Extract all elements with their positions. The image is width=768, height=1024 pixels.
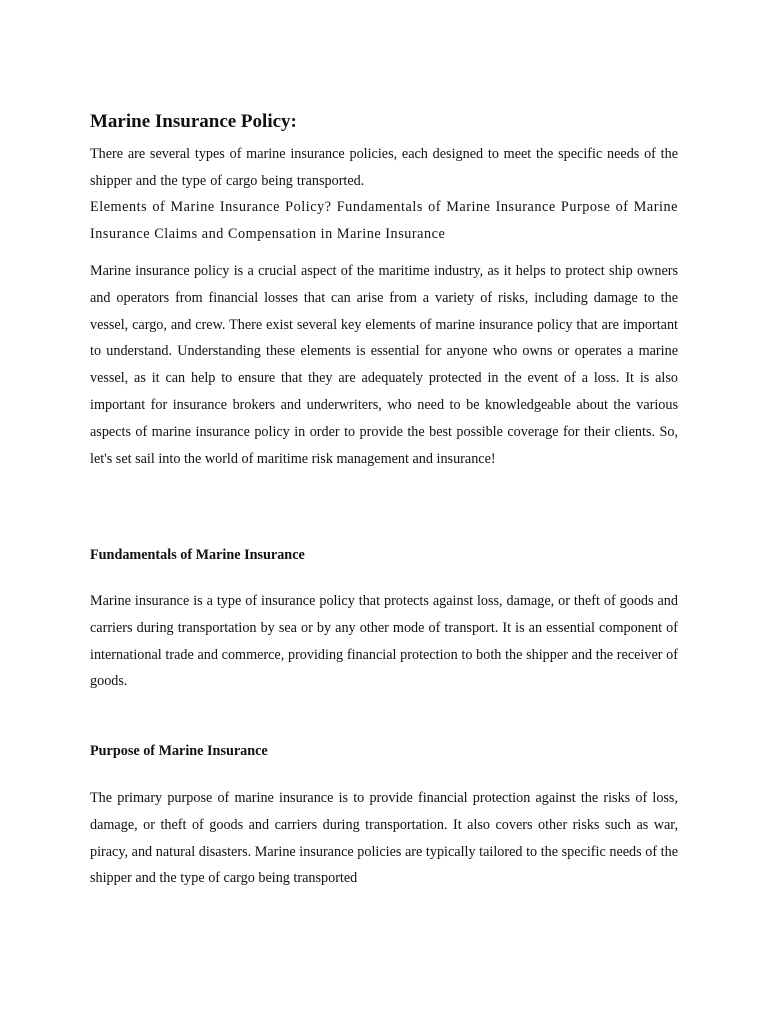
fundamentals-paragraph: Marine insurance is a type of insurance policy that protects against loss, damage, or theft of goods and carriers during transportation by sea or by any other mode of transport. It is an essential component of international trade and commerce, providing financial protection to both the shipper and the receiver of goods.	[90, 593, 678, 690]
overview-paragraph: Marine insurance policy is a crucial aspect of the maritime industry, as it helps to protect ship owners and operators from financial losses that can arise from a variety of risks, including damage to the vessel, cargo, and crew. There exist several key elements of marine insurance policy that are important to understand. Understanding these elements is essential for anyone who owns or operates a marine vessel, as it can help to ensure that they are adequately protected in the event of a loss. It is also important for insurance brokers and underwriters, who need to be knowledgeable about the various aspects of marine insurance policy in order to provide the best possible coverage for their clients. So, let's set sail into the world of maritime risk management and insurance!	[90, 263, 678, 467]
document-title: Marine Insurance Policy:	[90, 111, 297, 132]
intro-paragraph: There are several types of marine insurance policies, each designed to meet the specific needs of the shipper and the type of cargo being transported.	[90, 146, 678, 189]
purpose-paragraph: The primary purpose of marine insurance is to provide financial protection against the risks of loss, damage, or theft of goods and carriers during transportation. It also covers other risks such as war, piracy, and natural disasters. Marine insurance policies are typically tailored to the specific needs of the shipper and the type of cargo being transported	[90, 790, 678, 887]
purpose-heading: Purpose of Marine Insurance	[90, 743, 268, 759]
fundamentals-heading: Fundamentals of Marine Insurance	[90, 547, 305, 563]
table-of-contents-line: Elements of Marine Insurance Policy? Fundamentals of Marine Insurance Purpose of Marine Insurance Claims and Compensation in Marine Insurance	[90, 199, 678, 242]
